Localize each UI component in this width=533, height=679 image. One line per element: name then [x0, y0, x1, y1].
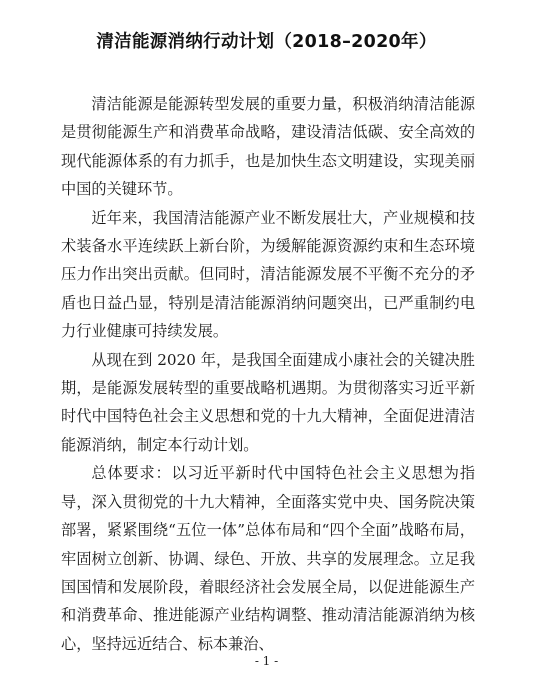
document-body — [61, 90, 475, 658]
paragraph-background: 近年来，我国清洁能源产业不断发展壮大，产业规模和技术装备水平连续跃上新台阶，为缓解能源资源约束和生态环境压力作出突出贡献。但同时，清洁能源发展不平衡不充分的矛盾也日益凸显，特别是清洁能源消纳问题突出，已严重制约电力行业健康可持续发展。 — [61, 208, 475, 341]
paragraph-timeline: 从现在到 2020 年，是我国全面建成小康社会的关键决胜期，是能源发展转型的重要战略机遇期。为贯彻落实习近平新时代中国特色社会主义思想和党的十九大精神，全面促进清洁能源消纳，制定本行动计划。 — [61, 350, 475, 454]
page-number: - 1 - — [254, 654, 279, 668]
document-title: 清洁能源消纳行动计划（2018–2020年） — [96, 32, 437, 52]
paragraph-general-requirements: 总体要求：以习近平新时代中国特色社会主义思想为指导，深入贯彻党的十九大精神，全面落实党中央、国务院决策部署，紧紧围绕“五位一体”总体布局和“四个全面”战略布局，牢固树立创新、协调、绿色、开放、共享的发展理念。立足我国国情和发展阶段，着眼经济社会发展全局，以促进能源生产和消费革命、推进能源产业结构调整、推动清洁能源消纳为核心，坚持远近结合、标本兼治、 — [61, 464, 475, 653]
paragraph-intro: 清洁能源是能源转型发展的重要力量，积极消纳清洁能源是贯彻能源生产和消费革命战略，建设清洁低碳、安全高效的现代能源体系的有力抓手，也是加快生态文明建设，实现美丽中国的关键环节。 — [61, 95, 475, 199]
